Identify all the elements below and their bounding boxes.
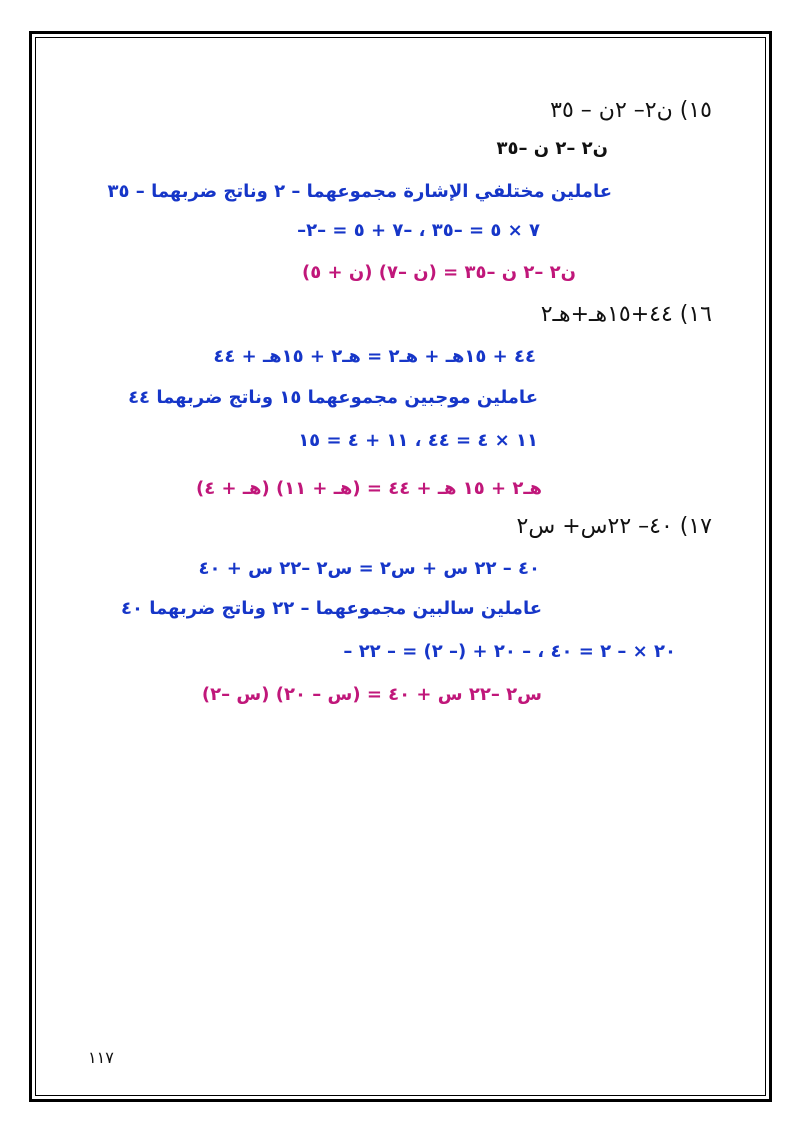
problem-16-step-1: ٤٤ + ١٥هـ + هـ٢ = هـ٢ + ١٥هـ + ٤٤	[213, 346, 536, 367]
problem-15-header: ١٥) ن٢– ٢ن – ٣٥	[550, 98, 712, 123]
problem-15-result: ن٢ –٢ ن –٣٥ = (ن –٧) (ن + ٥)	[302, 262, 576, 283]
problem-15-check: –٧ × ٥ = –٣٥ ، –٧ + ٥ = –٢	[297, 220, 540, 241]
problem-15-step-1: ن٢ –٢ ن –٣٥	[496, 138, 608, 159]
problem-17-step-1: ٤٠ – ٢٢ س + س٢ = س٢ –٢٢ س + ٤٠	[198, 558, 540, 579]
problem-17-header: ١٧) ٤٠– ٢٢س+ س٢	[516, 514, 712, 539]
problem-17-check: – ٢٠ × – ٢ = ٤٠ ، – ٢٠ + (– ٢) = – ٢٢	[343, 641, 676, 662]
problem-15-explanation: عاملين مختلفي الإشارة مجموعهما – ٢ وناتج ضربهما – ٣٥	[107, 181, 612, 202]
page-number: ١١٧	[88, 1048, 114, 1067]
problem-17-result: س٢ –٢٢ س + ٤٠ = (س – ٢٠) (س –٢)	[201, 684, 542, 705]
problem-16-explanation: عاملين موجبين مجموعهما ١٥ وناتج ضربهما ٤٤	[128, 387, 538, 408]
problem-16-check: ١١ × ٤ = ٤٤ ، ١١ + ٤ = ١٥	[298, 430, 538, 451]
problem-17-explanation: عاملين سالبين مجموعهما – ٢٢ وناتج ضربهما ٤٠	[120, 598, 542, 619]
problem-16-header: ١٦) ٤٤+١٥هـ+هـ٢	[540, 302, 712, 327]
problem-16-result: هـ٢ + ١٥ هـ + ٤٤ = (هـ + ١١) (هـ + ٤)	[195, 478, 542, 499]
